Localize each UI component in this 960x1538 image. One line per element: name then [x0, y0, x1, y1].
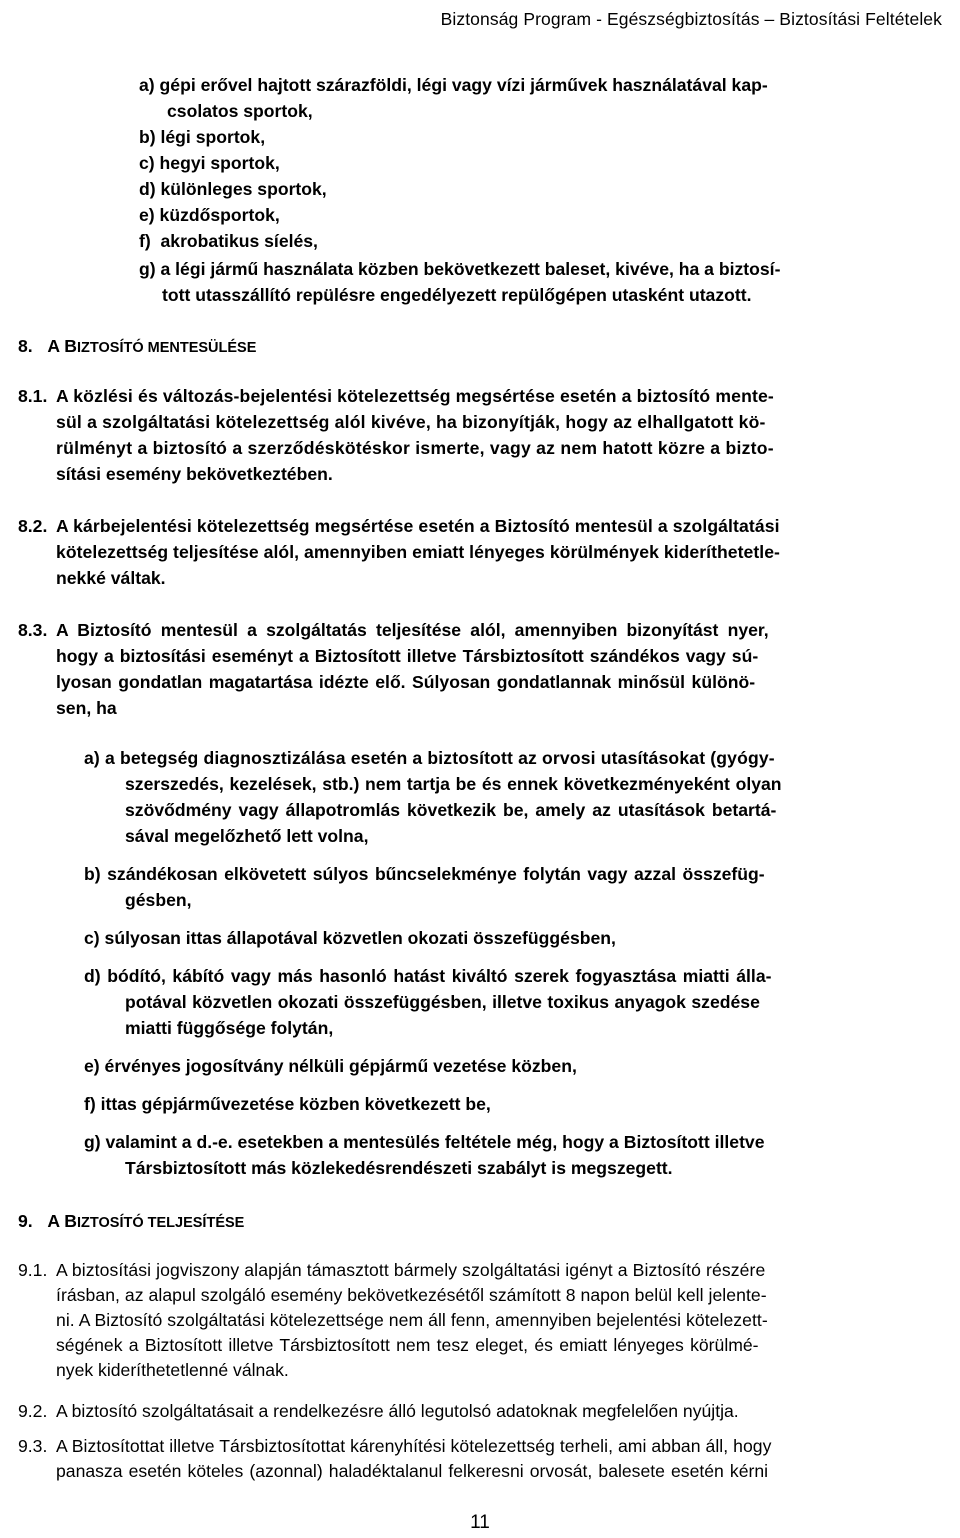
list-item: a) gépi erővel hajtott szárazföldi, légi vagy vízi járművek használatával kap-: [139, 75, 768, 95]
list-item: c) súlyosan ittas állapotával közvetlen okozati összefüggésben,: [84, 928, 616, 948]
paragraph-number: 8.2.: [18, 516, 48, 536]
page-header: [0, 0, 960, 36]
list-item: c) hegyi sportok,: [139, 153, 280, 173]
paragraph-number: 8.1.: [18, 386, 48, 406]
paragraph-number: 8.3.: [18, 620, 48, 640]
list-item: a) a betegség diagnosztizálása esetén a biztosított az orvosi utasításokat (gyógy-: [84, 748, 775, 768]
list-item: d) bódító, kábító vagy más hasonló hatást kiváltó szerek fogyasztása miatti álla-: [84, 966, 772, 986]
list-item-cont: tott utasszállító repülésre engedélyezett repülőgépen utasként utazott.: [162, 285, 752, 305]
list-item: f) akrobatikus síelés,: [139, 231, 318, 251]
section-heading-8: 8. A BIZTOSÍTÓ MENTESÜLÉSE: [18, 336, 257, 356]
list-item: g) valamint a d.-e. esetekben a mentesülés feltétele még, hogy a Biztosított illetve: [84, 1132, 765, 1152]
list-item-cont: csolatos sportok,: [167, 101, 313, 121]
paragraph-number: 9.1.: [18, 1260, 48, 1280]
header-title: Biztonság Program - Egészségbiztosítás – Biztosítási Feltételek: [440, 9, 942, 29]
section-heading-9: 9. A BIZTOSÍTÓ TELJESÍTÉSE: [18, 1211, 245, 1231]
paragraph-number: 9.3.: [18, 1436, 48, 1456]
paragraph-number: 9.2.: [18, 1401, 48, 1421]
list-item: b) szándékosan elkövetett súlyos bűncselekménye folytán vagy azzal összefüg-: [84, 864, 765, 884]
page-number: 11: [470, 1512, 490, 1533]
list-item: e) érvényes jogosítvány nélküli gépjármű vezetése közben,: [84, 1056, 577, 1076]
list-item: d) különleges sportok,: [139, 179, 327, 199]
list-item: b) légi sportok,: [139, 127, 266, 147]
list-item: g) a légi jármű használata közben bekövetkezett baleset, kivéve, ha a biztosí-: [139, 259, 781, 279]
list-item: e) küzdősportok,: [139, 205, 280, 225]
list-item: f) ittas gépjárművezetése közben következett be,: [84, 1094, 491, 1114]
